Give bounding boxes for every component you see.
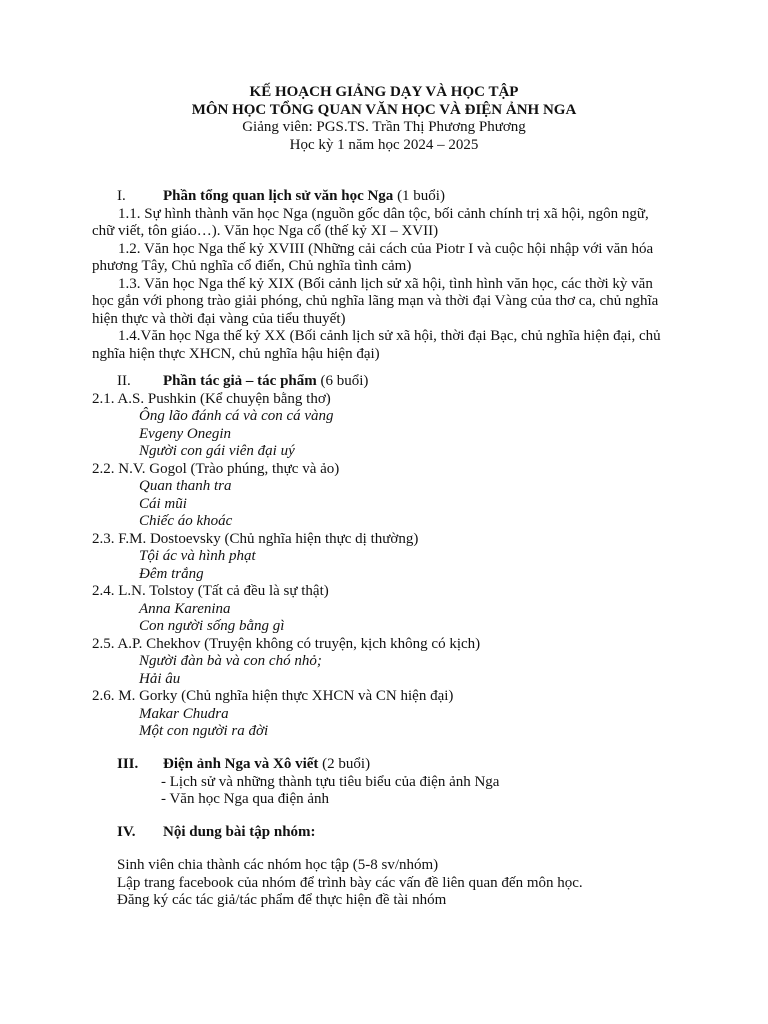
work-item: Chiếc áo khoác	[139, 513, 233, 529]
work-item: Một con người ra đời	[139, 723, 269, 739]
section-3-sessions: (2 buổi)	[318, 756, 371, 772]
section-1	[0, 188, 768, 363]
section-1-heading	[0, 188, 768, 206]
section-2-sessions: (6 buổi)	[316, 373, 369, 389]
section-3	[0, 756, 768, 809]
author-gogol: 2.2. N.V. Gogol (Trào phúng, thực và ảo)	[92, 460, 340, 477]
section-3-item: - Văn học Nga qua điện ảnh	[161, 791, 330, 807]
section-4-line: Đăng ký các tác giả/tác phẩm để thực hiện đề tài nhóm	[117, 892, 447, 908]
work-item: Cái mũi	[139, 495, 187, 512]
document-title: KẾ HOẠCH GIẢNG DẠY VÀ HỌC TẬP	[249, 84, 519, 100]
section-1-item: 1.1. Sự hình thành văn học Nga (nguồn gốc dân tộc, bối cảnh chính trị xã hội, ngôn ngữ, chữ viết, tôn giáo…). Văn học Nga cổ (thế kỷ XI – XVII)	[92, 205, 649, 239]
work-item: Makar Chudra	[139, 705, 229, 722]
section-3-item: - Lịch sử và những thành tựu tiêu biểu của điện ảnh Nga	[161, 773, 500, 790]
work-item: Người con gái viên đại uý	[139, 443, 295, 459]
section-3-heading	[0, 756, 768, 774]
author-tolstoy: 2.4. L.N. Tolstoy (Tất cả đều là sự thật)	[92, 583, 329, 599]
work-item: Quan thanh tra	[139, 478, 232, 494]
work-item: Evgeny Onegin	[139, 425, 232, 442]
work-item: Tội ác và hình phạt	[139, 548, 256, 564]
section-4	[0, 824, 768, 842]
document-header	[0, 84, 768, 154]
section-4-line: Sinh viên chia thành các nhóm học tập (5-8 sv/nhóm)	[117, 857, 439, 873]
section-4-line: Lập trang facebook của nhóm để trình bày các vấn đề liên quan đến môn học.	[117, 874, 583, 891]
section-1-number: I.	[117, 188, 126, 204]
work-item: Ông lão đánh cá và con cá vàng	[139, 408, 334, 424]
semester-line: Học kỳ 1 năm học 2024 – 2025	[289, 136, 479, 153]
section-1-item: 1.3. Văn học Nga thế kỷ XIX (Bối cảnh lịch sử xã hội, tình hình văn học, các thời kỳ văn học gắn với phong trào giải phóng, chủ nghĩa lãng mạn và thời đại Vàng của thơ ca, chủ nghĩa hiện thực và thời đại vàng của tiểu thuyết)	[92, 275, 659, 327]
section-1-item: 1.4.Văn học Nga thế kỷ XX (Bối cảnh lịch sử xã hội, thời đại Bạc, chủ nghĩa hiện đại, chủ nghĩa hiện thực XHCN, chủ nghĩa hậu hiện đại)	[92, 328, 661, 362]
author-pushkin: 2.1. A.S. Pushkin (Kể chuyện bằng thơ)	[92, 390, 331, 407]
author-gorky: 2.6. M. Gorky (Chủ nghĩa hiện thực XHCN và CN hiện đại)	[92, 688, 454, 704]
section-1-item: 1.2. Văn học Nga thế kỷ XVIII (Những cải cách của Piotr I và cuộc hội nhập với văn hóa phương Tây, Chủ nghĩa cổ điển, Chủ nghĩa tình cảm)	[92, 240, 654, 274]
section-2	[0, 373, 768, 741]
section-1-sessions: (1 buổi)	[393, 188, 445, 204]
work-item: Con người sống bằng gì	[139, 618, 285, 634]
lecturer-line: Giảng viên: PGS.TS. Trần Thị Phương Phương	[242, 119, 526, 135]
author-chekhov: 2.5. A.P. Chekhov (Truyện không có truyện, kịch không có kịch)	[92, 635, 481, 652]
section-2-number: II.	[117, 373, 131, 389]
work-item: Hải âu	[139, 670, 181, 687]
author-dostoevsky: 2.3. F.M. Dostoevsky (Chủ nghĩa hiện thực dị thường)	[92, 530, 419, 547]
course-title: MÔN HỌC TỔNG QUAN VĂN HỌC VÀ ĐIỆN ẢNH NGA	[191, 101, 577, 118]
section-2-heading	[0, 373, 768, 391]
section-4-title: Nội dung bài tập nhóm:	[163, 824, 316, 840]
section-2-title: Phần tác giả – tác phẩm	[163, 373, 317, 389]
work-item: Đêm trắng	[139, 565, 204, 582]
section-4-body	[0, 857, 768, 910]
section-4-heading	[0, 824, 768, 842]
section-3-number: III.	[117, 756, 139, 772]
work-item: Người đàn bà và con chó nhỏ;	[139, 653, 322, 669]
section-1-title: Phần tổng quan lịch sử văn học Nga	[163, 188, 394, 204]
section-3-title: Điện ảnh Nga và Xô viết	[163, 756, 319, 772]
section-4-number: IV.	[117, 824, 136, 840]
work-item: Anna Karenina	[139, 600, 231, 617]
